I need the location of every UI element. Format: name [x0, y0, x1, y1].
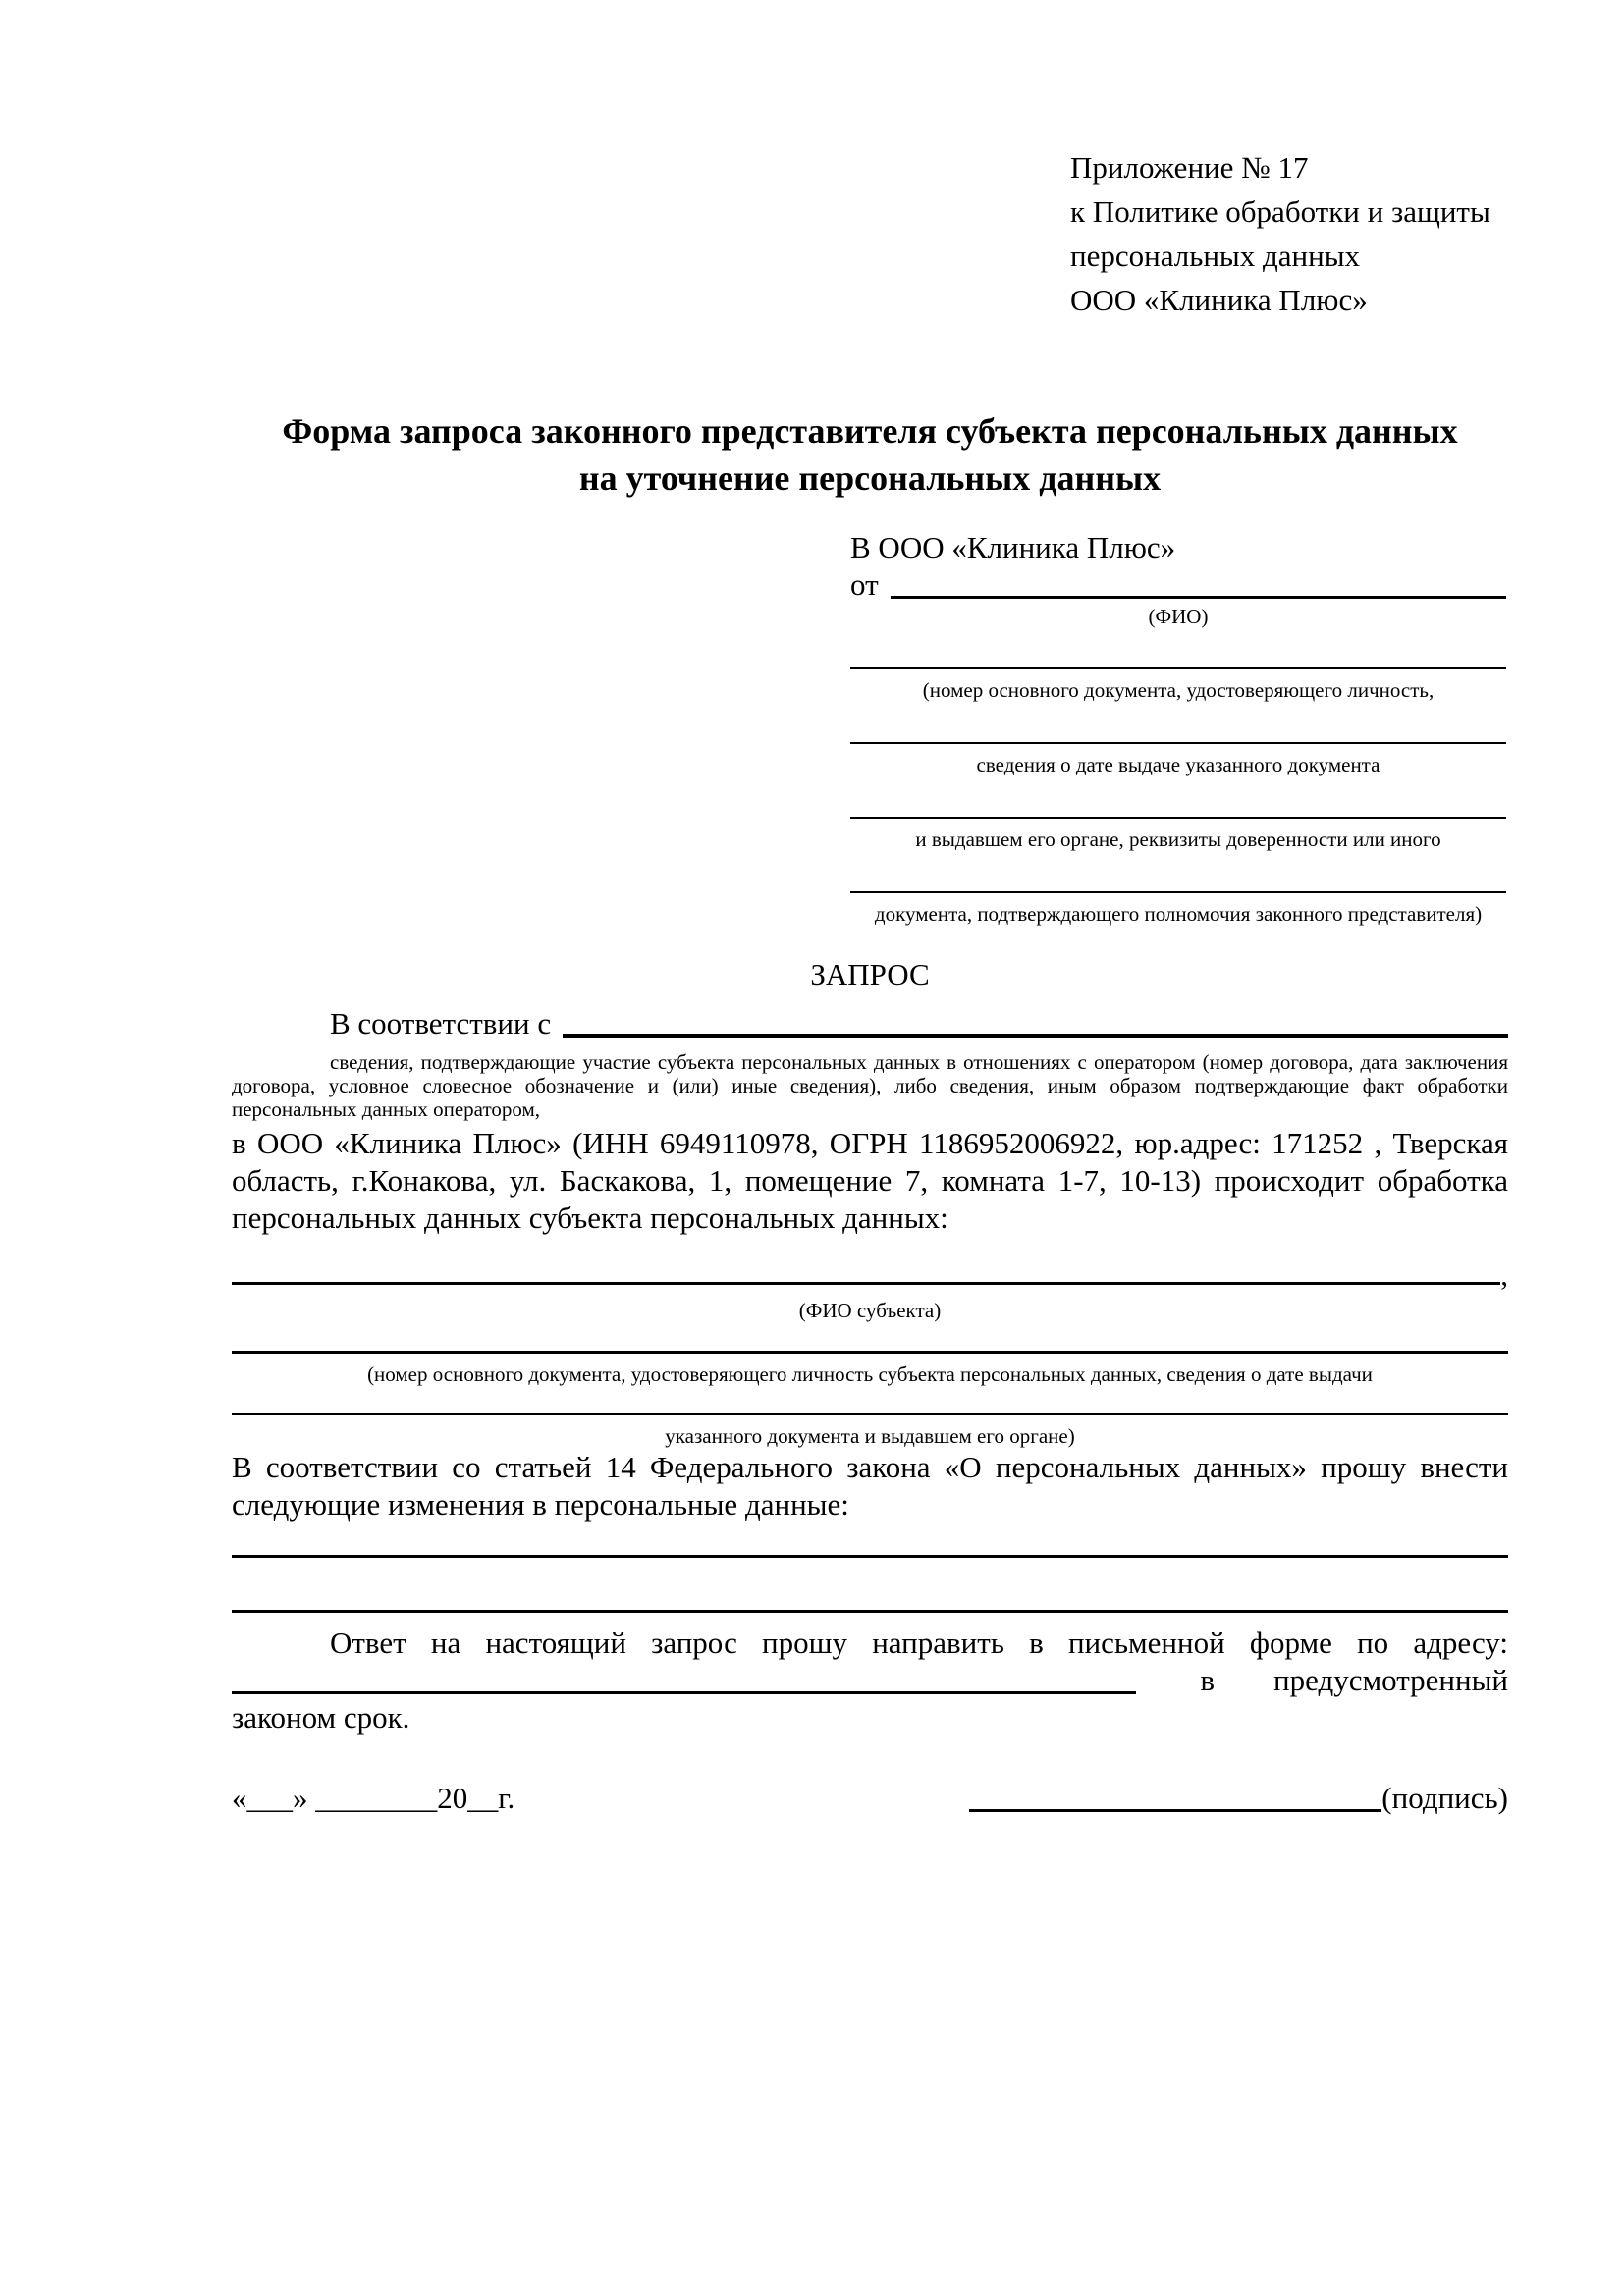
signature-caption: (подпись)	[1381, 1781, 1508, 1815]
basis-label: В соответствии с	[330, 1006, 552, 1041]
issuer-caption: и выдавшем его органе, реквизиты доверенности или иного	[915, 828, 1441, 851]
basis-row	[232, 1005, 1508, 1042]
request-heading: ЗАПРОС	[810, 957, 930, 991]
answer-word-predusmotrennyj: предусмотренный	[1273, 1663, 1508, 1697]
document-title-line1: Форма запроса законного представителя субъекта персональных данных	[282, 411, 1458, 451]
subject-fio-row	[232, 1259, 1508, 1290]
annex-organization: ООО «Клиника Плюс»	[1070, 283, 1368, 317]
document-title	[232, 407, 1508, 502]
changes-fill-line2	[232, 1610, 1508, 1613]
subject-doc-fill-line2	[232, 1413, 1508, 1415]
subject-doc-caption2: указанного документа и выдавшем его органе)	[665, 1424, 1075, 1448]
answer-word-v: в	[1200, 1663, 1216, 1697]
answer-address-fill-line	[232, 1662, 1136, 1694]
operator-paragraph: в ООО «Клиника Плюс» (ИНН 6949110978, ОГРН 1186952006922, юр.адрес: 171252 , Тверская область, г.Конакова, ул. Баскакова, 1, помещение 7, комната 1-7, 10-13) происходит обработка персональных данных субъекта персональных данных:	[232, 1126, 1508, 1235]
authority-doc-caption: документа, подтверждающего полномочия законного представителя)	[874, 902, 1483, 926]
doc-number-fill-line	[850, 667, 1506, 669]
subject-doc-fill-line1	[232, 1351, 1508, 1354]
annex-number: Приложение № 17	[1070, 150, 1309, 185]
from-label: от	[850, 567, 879, 602]
answer-address-row	[232, 1662, 1508, 1699]
doc-number-caption: (номер основного документа, удостоверяющего личность,	[922, 678, 1435, 702]
signature-group	[969, 1780, 1508, 1817]
from-row	[850, 566, 1506, 604]
law-paragraph: В соответствии со статьей 14 Федерального закона «О персональных данных» прошу внести следующие изменения в персональные данные:	[232, 1450, 1508, 1522]
date-line: «___» ________20__г.	[232, 1781, 515, 1815]
changes-fill-line1	[232, 1555, 1508, 1558]
annex-policy-line: к Политике обработки и защиты	[1070, 194, 1490, 229]
authority-doc-fill-line	[850, 891, 1506, 893]
issuer-fill-line	[850, 817, 1506, 819]
issue-date-fill-line	[850, 742, 1506, 744]
subject-doc-caption1: (номер основного документа, удостоверяющего личность субъекта персональных данных, сведения о дате выдачи	[367, 1362, 1373, 1386]
from-fill-line	[891, 566, 1506, 599]
annex-header	[1070, 145, 1508, 322]
fio-caption: (ФИО)	[1148, 605, 1209, 628]
basis-caption: сведения, подтверждающие участие субъекта персональных данных в отношениях с оператором (номер договора, дата заключения договора, условное словесное обозначение и (или) иные сведения), либо сведения, иным образом подтверждающие факт обработки персональных данных оператором,	[232, 1050, 1508, 1121]
footer-row	[232, 1780, 1508, 1817]
annex-policy-line2: персональных данных	[1070, 239, 1361, 273]
subject-fio-caption: (ФИО субъекта)	[798, 1299, 942, 1322]
document-title-line2: на уточнение персональных данных	[578, 458, 1162, 498]
trailing-comma: ,	[1500, 1257, 1508, 1292]
issue-date-caption: сведения о дате выдаче указанного документа	[976, 753, 1380, 776]
addressee-organization: В ООО «Клиника Плюс»	[850, 530, 1176, 564]
signature-fill-line	[969, 1780, 1381, 1812]
basis-fill-line	[563, 1005, 1508, 1038]
addressee-block	[850, 529, 1506, 927]
answer-paragraph-line3: законом срок.	[232, 1700, 410, 1735]
subject-fio-fill-line	[232, 1259, 1500, 1285]
answer-paragraph-line1: Ответ на настоящий запрос прошу направить в письменной форме по адресу:	[330, 1626, 1508, 1660]
